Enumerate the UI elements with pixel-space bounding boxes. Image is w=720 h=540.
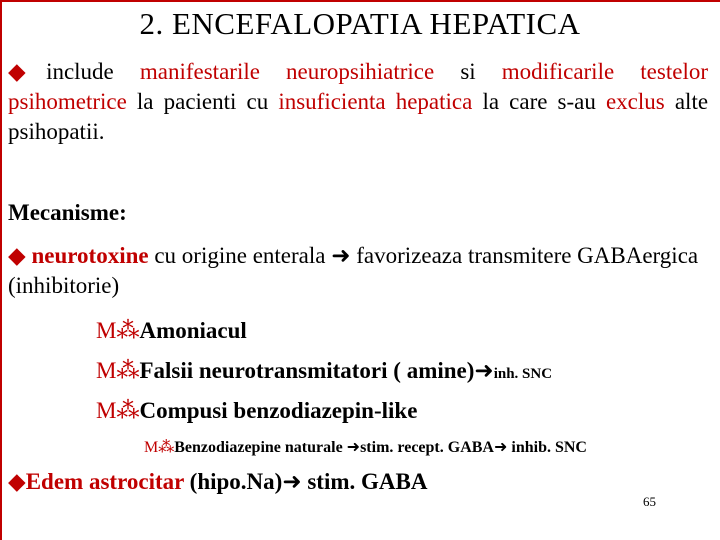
- m-star-bullet-icon: M⁂: [96, 398, 140, 423]
- astrocyte-edema-item: ◆Edem astrocitar (hipo.Na)➜ stim. GABA: [8, 469, 428, 495]
- neurotoxins-paragraph: ◆ neurotoxine cu origine enterala ➜ favorizeaza transmitere GABAergica (inhibitorie): [8, 243, 699, 298]
- right-arrow-icon: ➜: [331, 243, 351, 269]
- diamond-bullet-icon: ◆: [8, 59, 47, 84]
- slide-frame-top: [0, 0, 720, 2]
- m-star-bullet-icon: M⁂: [96, 358, 140, 383]
- sub-item-false-neurotransmitters: M⁂Falsii neurotransmitatori ( amine)➜inh. SNC: [96, 358, 553, 384]
- page-number: 65: [643, 494, 656, 509]
- right-arrow-icon: ➜: [346, 437, 361, 456]
- slide-frame-left: [0, 0, 2, 540]
- mechanisms-heading: Mecanisme:: [8, 200, 127, 225]
- slide-title: 2. ENCEFALOPATIA HEPATICA: [139, 6, 581, 41]
- diamond-bullet-icon: ◆: [8, 243, 26, 268]
- right-arrow-icon: ➜: [474, 358, 494, 384]
- m-star-bullet-icon: M⁂: [96, 318, 140, 343]
- sub-item-amoniacul: M⁂Amoniacul: [96, 318, 247, 343]
- sub-sub-item-natural-benzodiazepines: M⁂Benzodiazepine naturale ➜stim. recept. GABA➜ inhib. SNC: [144, 437, 587, 456]
- diamond-bullet-icon: ◆: [8, 469, 26, 494]
- sub-item-benzodiazepine-like: M⁂Compusi benzodiazepin-like: [96, 398, 418, 423]
- definition-paragraph: ◆include manifestarile neuropsihiatrice si modificarile testelor psihometrice la pacienti cu insuficienta hepatica la care s-au exclus alte psihopatii.: [8, 59, 709, 144]
- m-star-bullet-icon: M⁂: [144, 439, 175, 456]
- right-arrow-icon: ➜: [282, 469, 302, 495]
- right-arrow-icon: ➜: [493, 437, 508, 456]
